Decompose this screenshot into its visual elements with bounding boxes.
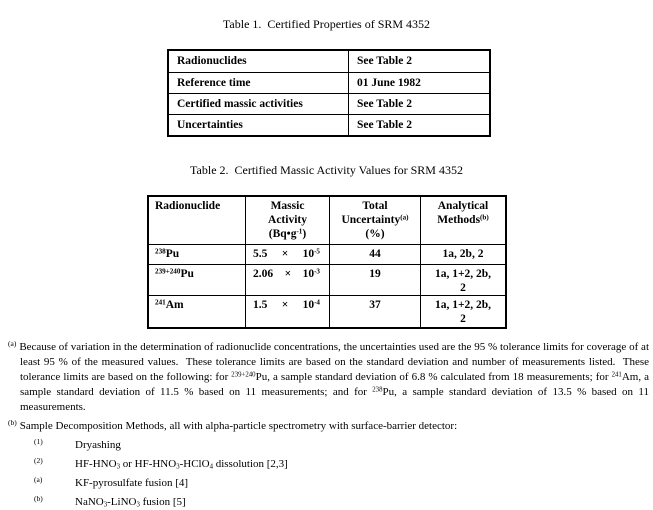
table2-cell-methods <box>420 264 505 295</box>
table2-cell-methods <box>420 295 505 327</box>
table2-cell-massic-activity <box>245 295 329 327</box>
activity-power <box>303 247 320 261</box>
nuclide-mass-number: 241 <box>155 298 166 307</box>
methods-line: 2 <box>460 282 466 294</box>
item-text: NaNO$_3$-LiNO$_3$ fusion [5] <box>75 496 186 509</box>
power-exponent: -3 <box>314 267 320 276</box>
header-unit: (%) <box>365 228 385 240</box>
table2-cell-uncertainty: 44 <box>329 244 420 264</box>
nuclide-symbol: Pu <box>180 268 194 280</box>
table2-cell-uncertainty: 37 <box>329 295 420 327</box>
table2-cell-radionuclide <box>149 295 245 327</box>
table1-row-label: Reference time <box>169 72 348 93</box>
item-marker: (2) <box>34 456 43 465</box>
footnote-a-text: Because of variation in the determination of radionuclide concentrations, the uncertainties used are the 95 % tolerance limits for coverage of at least 95 % of the measured values. These tolerance limits are based on the standard deviation and number of measurements listed. These tolerance limits are based on the following: for $^{239+240}$Pu, a sample standard deviation of 6.8 % calculated from 18 measurements; for $^{241}$Am, a sample standard deviation of 11.5 % based on 11 measurements; and for $^{238}$Pu, a sample standard deviation of 13.5 % based on 11 measurements. <box>19 341 650 413</box>
power-base: 10 <box>302 248 315 260</box>
table2-header-radionuclide: Radionuclide <box>155 200 221 212</box>
decomposition-method-item <box>34 434 649 453</box>
table1-row-value: See Table 2 <box>348 114 489 135</box>
table1-row-value: See Table 2 <box>348 51 489 72</box>
activity-power <box>303 298 320 312</box>
table1-certified-properties <box>167 49 491 137</box>
table1-row-label: Certified massic activities <box>169 93 348 114</box>
footnote-a-marker: (a) <box>8 339 17 348</box>
footnote-b-marker: (b) <box>8 418 17 427</box>
decomposition-method-item <box>34 453 649 472</box>
activity-power <box>303 267 320 281</box>
nuclide-mass-number: 239+240 <box>155 267 181 276</box>
table2-header-massic-activity <box>245 197 329 244</box>
table2-header-analytical-methods <box>420 197 505 244</box>
table1-row-value: 01 June 1982 <box>348 72 489 93</box>
item-text: KF-pyrosulfate fusion [4] <box>75 477 189 489</box>
table1-title: Table 1. Certified Properties of SRM 4352 <box>222 17 431 31</box>
table2-cell-radionuclide <box>149 264 245 295</box>
header-line: Total <box>362 200 388 212</box>
decomposition-method-item <box>34 491 649 510</box>
header-line: Analytical <box>437 200 489 212</box>
item-marker: (a) <box>34 475 43 484</box>
table2-cell-methods <box>420 244 505 264</box>
power-exponent: -5 <box>314 247 320 256</box>
multiplication-sign: × <box>281 299 289 311</box>
item-text: $HF-HNO_3$ or $HF-HNO_3-HClO_4$ dissolution [2,3] <box>75 458 288 471</box>
header-line: Activity <box>268 214 307 226</box>
table2-title: Table 2. Certified Massic Activity Values for SRM 4352 <box>190 163 463 177</box>
table2-cell-massic-activity <box>245 264 329 295</box>
nuclide-symbol: Pu <box>165 248 180 260</box>
table2-cell-radionuclide <box>149 244 245 264</box>
power-base: 10 <box>302 268 315 280</box>
footnotes-section <box>8 336 649 510</box>
item-text: Dryashing <box>75 439 121 451</box>
item-marker: (1) <box>34 437 43 446</box>
table1-row-label: Uncertainties <box>169 114 348 135</box>
header-line: Massic <box>270 200 305 212</box>
table2-header-total-uncertainty <box>329 197 420 244</box>
activity-mantissa: 2.06 <box>253 268 274 280</box>
methods-line: 2 <box>460 313 466 325</box>
power-base: 10 <box>302 299 315 311</box>
nuclide-mass-number: 238 <box>155 247 166 256</box>
activity-mantissa: 5.5 <box>253 248 268 260</box>
footnote-a <box>8 336 649 415</box>
table1-row-label: Radionuclides <box>177 55 247 67</box>
footnote-b-text: Sample Decomposition Methods, all with alpha-particle spectrometry with surface-barrier detector: <box>19 420 458 432</box>
decomposition-method-item <box>34 472 649 491</box>
table1-row-value: See Table 2 <box>348 93 489 114</box>
methods-line: 1a, 1+2, 2b, <box>434 299 492 311</box>
multiplication-sign: × <box>281 248 289 260</box>
nuclide-symbol: Am <box>165 299 184 311</box>
table2-cell-uncertainty: 19 <box>329 264 420 295</box>
item-marker: (b) <box>34 494 43 503</box>
table2-massic-activity-values <box>147 195 507 329</box>
header-line: Uncertainty$^{(a)}$ <box>341 213 409 226</box>
header-unit: $(Bq•g^{-1})$ <box>268 227 307 240</box>
power-exponent: -4 <box>314 298 320 307</box>
footnote-b <box>8 415 649 434</box>
methods-line: 1a, 2b, 2 <box>442 248 484 260</box>
methods-line: 1a, 1+2, 2b, <box>434 268 492 280</box>
table2-cell-massic-activity <box>245 244 329 264</box>
activity-mantissa: 1.5 <box>253 299 268 311</box>
header-line: Methods$^{(b)}$ <box>437 213 489 226</box>
multiplication-sign: × <box>284 268 292 280</box>
